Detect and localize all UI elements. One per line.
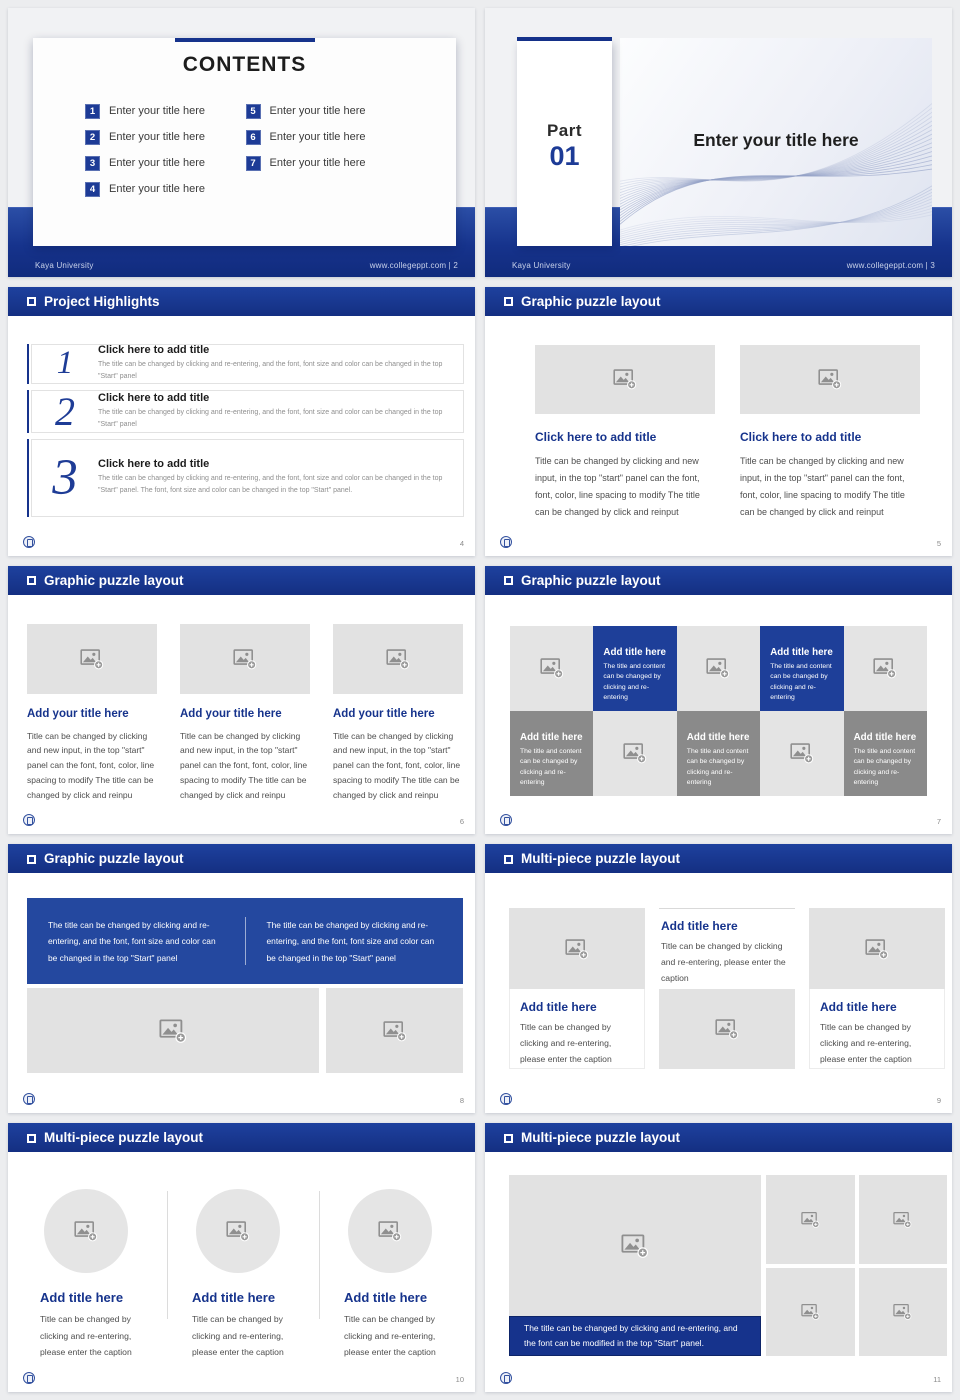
slide-header-bar	[485, 287, 952, 316]
content-column	[535, 345, 715, 521]
slide-header-title: Graphic puzzle layout	[521, 293, 661, 309]
circle-image-placeholder	[44, 1189, 128, 1273]
page-number: 10	[455, 1374, 464, 1384]
puzzle-card	[659, 908, 795, 1069]
table-of-contents	[85, 98, 406, 202]
slide-header-bar	[8, 1123, 475, 1152]
slide-header-title: Graphic puzzle layout	[44, 572, 184, 588]
slide-body	[8, 316, 475, 556]
image-placeholder-icon	[873, 657, 897, 679]
grid-text-tile-gray	[510, 711, 593, 796]
image-placeholder-icon	[613, 368, 637, 390]
image-placeholder-icon	[378, 1220, 402, 1242]
toc-item-number: 4	[85, 182, 100, 197]
image-placeholder-icon	[80, 648, 104, 670]
content-column	[27, 624, 157, 803]
page-number: 8	[459, 1096, 464, 1106]
toc-item-label: Enter your title here	[269, 131, 366, 143]
image-placeholder	[509, 908, 645, 989]
tile-body: The title and content can be changed by clicking and re-entering	[520, 747, 582, 787]
image-placeholder	[859, 1268, 948, 1357]
image-placeholder-icon	[818, 368, 842, 390]
tile-title: Add title here	[686, 731, 750, 743]
university-seal-logo	[23, 1372, 35, 1384]
slide-multipiece-circles-thumbnail[interactable]	[8, 1123, 475, 1392]
page-number: 6	[459, 817, 464, 827]
slide-header-title: Graphic puzzle layout	[44, 851, 184, 867]
slide-multipiece-cards-thumbnail[interactable]	[485, 844, 952, 1113]
footer-university-name: Kaya University	[35, 260, 94, 270]
slide-header-bar	[485, 1123, 952, 1152]
slide-header-bar	[485, 844, 952, 873]
image-placeholder-icon	[383, 1020, 407, 1042]
slide-body	[8, 595, 475, 835]
image-placeholder	[740, 345, 920, 414]
highlight-title: Click here to add title	[98, 344, 210, 357]
image-placeholder	[509, 1175, 761, 1316]
slide-body	[485, 316, 952, 556]
content-column	[333, 624, 463, 803]
card-title: Add title here	[40, 1290, 124, 1306]
image-placeholder-icon	[706, 657, 730, 679]
grid-image-placeholder	[760, 711, 843, 796]
image-placeholder-icon	[226, 1220, 250, 1242]
image-placeholder-icon	[159, 1018, 187, 1044]
highlight-row	[27, 439, 464, 517]
tile-title: Add title here	[603, 646, 666, 658]
toc-item	[246, 124, 407, 150]
highlight-box	[31, 439, 464, 517]
image-placeholder-icon	[623, 742, 647, 764]
column-title: Click here to add title	[535, 429, 657, 444]
highlight-rows	[8, 316, 475, 517]
toc-item-label: Enter your title here	[109, 105, 205, 117]
puzzle-card	[16, 1189, 167, 1360]
highlight-number: 1	[56, 345, 74, 382]
content-column	[740, 345, 920, 521]
image-placeholder	[859, 1175, 948, 1264]
toc-item-number: 7	[246, 156, 261, 171]
contents-card	[33, 38, 456, 246]
grid-text-tile-gray	[844, 711, 927, 796]
highlight-row	[27, 344, 464, 384]
accent-line	[27, 439, 29, 517]
grid-image-placeholder	[844, 626, 927, 711]
toc-item-label: Enter your title here	[109, 131, 205, 143]
content-column	[180, 624, 310, 803]
checkbox-icon	[27, 576, 36, 585]
highlight-number: 2	[55, 388, 75, 434]
column-body: Title can be changed by clicking and new input, in the top "start" panel can the font, font, color, line spacing to modify The title can be changed by click and reinpu	[180, 730, 308, 801]
card-body: Title can be changed by clicking and re-entering, please enter the caption	[192, 1314, 284, 1357]
grid-image-placeholder	[510, 626, 593, 711]
circle-image-placeholder	[196, 1189, 280, 1273]
card-title: Add title here	[661, 919, 738, 934]
grid-image-placeholder	[677, 626, 760, 711]
image-placeholder-icon	[893, 1303, 912, 1321]
tile-body: The title and content can be changed by clicking and re-entering	[603, 662, 665, 702]
image-placeholder-icon	[233, 648, 257, 670]
column-title: Click here to add title	[740, 429, 862, 444]
highlight-title: Click here to add title	[98, 458, 210, 471]
slide-header-bar	[8, 287, 475, 316]
column-body: Title can be changed by clicking and new input, in the top "start" panel can the font, font, color, line spacing to modify The title can be changed by click and reinput	[740, 455, 905, 518]
grid-image-placeholder	[593, 711, 676, 796]
image-placeholder-icon	[865, 938, 889, 960]
image-placeholder	[333, 624, 463, 694]
page-number: 9	[936, 1096, 941, 1106]
highlight-body: The title can be changed by clicking and re-entering, and the font, font size and color can be changed in the top "Start" panel. The font, font size and color can be changed in the top "Start" panel.	[98, 475, 443, 495]
image-placeholder-icon	[621, 1233, 649, 1259]
highlight-row	[27, 390, 464, 433]
image-placeholder-icon	[715, 1018, 739, 1040]
column-title: Add your title here	[180, 707, 282, 720]
part-number: 01	[549, 141, 580, 171]
slide-graphic-puzzle-banner-thumbnail[interactable]	[8, 844, 475, 1113]
card-body: Title can be changed by clicking and re-entering, please enter the caption	[661, 941, 786, 984]
checkbox-icon	[27, 855, 36, 864]
image-placeholder	[27, 624, 157, 694]
card-title: Add title here	[344, 1290, 428, 1306]
page-number: 5	[936, 538, 941, 548]
circle-image-placeholder	[348, 1189, 432, 1273]
toc-item-number: 6	[246, 130, 261, 145]
slide-graphic-puzzle-3col-thumbnail[interactable]	[8, 566, 475, 835]
image-placeholder	[766, 1268, 855, 1357]
slide-part01-thumbnail[interactable]	[485, 8, 952, 277]
grid-text-tile-blue	[760, 626, 843, 711]
main-image-block	[509, 1175, 761, 1356]
section-title-area	[620, 38, 932, 246]
column-body: Title can be changed by clicking and new input, in the top "start" panel can the font, font, color, line spacing to modify The title can be changed by click and reinpu	[333, 730, 461, 801]
tile-grid	[510, 626, 927, 796]
puzzle-card	[168, 1189, 319, 1360]
toc-item	[246, 150, 407, 176]
toc-item-number: 2	[85, 130, 100, 145]
university-seal-logo	[500, 1372, 512, 1384]
slide-body	[485, 873, 952, 1113]
column-body: Title can be changed by clicking and new input, in the top "start" panel can the font, font, color, line spacing to modify The title can be changed by click and reinput	[535, 455, 700, 518]
tile-title: Add title here	[770, 646, 833, 658]
toc-item-label: Enter your title here	[109, 183, 205, 195]
card-title: Add title here	[520, 1000, 597, 1015]
highlight-number: 3	[52, 449, 78, 506]
tile-body: The title and content can be changed by clicking and re-entering	[853, 747, 916, 787]
puzzle-card	[809, 908, 945, 1069]
highlight-box	[31, 390, 464, 433]
image-placeholder	[659, 989, 795, 1069]
checkbox-icon	[504, 576, 513, 585]
footer-university-name: Kaya University	[512, 260, 571, 270]
accent-line	[27, 344, 29, 384]
toc-item	[85, 150, 246, 176]
page-number: 7	[936, 817, 941, 827]
card-body: Title can be changed by clicking and re-entering, please enter the caption	[40, 1314, 132, 1357]
card-title: Add title here	[820, 1000, 897, 1015]
slide-contents-thumbnail[interactable]	[8, 8, 475, 277]
slide-header-title: Graphic puzzle layout	[521, 572, 661, 588]
university-seal-logo	[23, 536, 35, 548]
footer-site-page: www.collegeppt.com | 3	[846, 260, 935, 270]
slide-header-bar	[8, 844, 475, 873]
image-placeholder-icon	[801, 1211, 820, 1229]
card-body: Title can be changed by clicking and re-entering, please enter the caption	[520, 1022, 612, 1065]
grid-text-tile-blue	[593, 626, 676, 711]
toc-item-number: 1	[85, 104, 100, 119]
toc-item	[246, 98, 407, 124]
slide-body	[485, 595, 952, 835]
checkbox-icon	[504, 1134, 513, 1143]
slide-footer	[512, 261, 935, 270]
image-placeholder	[809, 908, 945, 989]
slide-body	[485, 1152, 952, 1392]
highlight-body: The title can be changed by clicking and re-entering, and the font, font size and color can be changed in the top "Start" panel	[98, 408, 443, 428]
slide-body	[8, 873, 475, 1113]
slide-graphic-puzzle-grid-thumbnail[interactable]	[485, 566, 952, 835]
image-placeholder-icon	[74, 1220, 98, 1242]
image-placeholder-icon	[540, 657, 564, 679]
page-number: 4	[459, 538, 464, 548]
tile-body: The title and content can be changed by clicking and re-entering	[770, 662, 832, 702]
slide-header-bar	[485, 566, 952, 595]
part-number-panel	[517, 41, 612, 246]
image-placeholder	[535, 345, 715, 414]
page-number: 11	[933, 1374, 941, 1384]
image-placeholder-icon	[565, 938, 589, 960]
slide-header-title: Multi-piece puzzle layout	[521, 1130, 681, 1146]
university-seal-logo	[500, 536, 512, 548]
checkbox-icon	[504, 297, 513, 306]
toc-item-number: 5	[246, 104, 261, 119]
highlight-box	[31, 344, 464, 384]
contents-title: CONTENTS	[182, 53, 307, 76]
toc-item	[85, 124, 246, 150]
slide-footer	[35, 261, 458, 270]
blue-text-banner	[27, 898, 463, 984]
banner-text: The title can be changed by clicking and re-entering, and the font, font size and color can be changed in the top "Start" panel	[48, 919, 216, 963]
part-label: Part	[546, 121, 583, 140]
column-title: Add your title here	[333, 707, 435, 720]
slide-header-title: Multi-piece puzzle layout	[521, 851, 681, 867]
image-grid	[766, 1175, 947, 1356]
card-title: Add title here	[192, 1290, 276, 1306]
toc-item-number: 3	[85, 156, 100, 171]
image-placeholder-icon	[893, 1211, 912, 1229]
image-placeholder	[766, 1175, 855, 1264]
tile-title: Add title here	[853, 731, 917, 743]
column-title: Add your title here	[27, 707, 129, 720]
slide-project-highlights-thumbnail[interactable]	[8, 287, 475, 556]
highlight-body: The title can be changed by clicking and re-entering, and the font, font size and color can be changed in the top "Start" panel	[98, 361, 443, 381]
card-body: Title can be changed by clicking and re-entering, please enter the caption	[344, 1314, 436, 1357]
toc-item	[85, 176, 246, 202]
card-body: Title can be changed by clicking and re-entering, please enter the caption	[820, 1022, 912, 1065]
toc-item	[85, 98, 246, 124]
footer-site-page: www.collegeppt.com | 2	[369, 260, 458, 270]
image-caption-bar: The title can be changed by clicking and re-entering, and the font can be modified in the top "Start" panel.	[509, 1316, 761, 1356]
image-placeholder-icon	[386, 648, 410, 670]
image-placeholder	[27, 988, 319, 1073]
slide-multipiece-grid-thumbnail[interactable]	[485, 1123, 952, 1392]
banner-text: The title can be changed by clicking and re-entering, and the font, font size and color can be changed in the top "Start" panel	[266, 919, 435, 963]
accent-line	[27, 390, 29, 433]
image-placeholder-icon	[790, 742, 814, 764]
slide-header-title: Project Highlights	[44, 293, 160, 309]
slide-graphic-puzzle-2col-thumbnail[interactable]	[485, 287, 952, 556]
puzzle-card	[320, 1189, 471, 1360]
slide-header-bar	[8, 566, 475, 595]
checkbox-icon	[504, 855, 513, 864]
slide-body	[8, 1152, 475, 1392]
image-placeholder	[326, 988, 463, 1073]
section-title: Enter your title here	[693, 130, 859, 150]
image-placeholder-icon	[801, 1303, 820, 1321]
toc-item-label: Enter your title here	[269, 105, 366, 117]
grid-text-tile-gray	[677, 711, 760, 796]
toc-item-label: Enter your title here	[269, 157, 366, 169]
image-placeholder	[180, 624, 310, 694]
toc-item-label: Enter your title here	[109, 157, 205, 169]
tile-title: Add title here	[520, 731, 583, 743]
slide-header-title: Multi-piece puzzle layout	[44, 1130, 204, 1146]
checkbox-icon	[27, 297, 36, 306]
checkbox-icon	[27, 1134, 36, 1143]
tile-body: The title and content can be changed by clicking and re-entering	[686, 747, 749, 787]
column-body: Title can be changed by clicking and new input, in the top "start" panel can the font, font, color, line spacing to modify The title can be changed by click and reinpu	[27, 730, 155, 801]
highlight-title: Click here to add title	[98, 391, 210, 404]
accent-bar	[175, 38, 315, 42]
puzzle-card	[509, 908, 645, 1069]
